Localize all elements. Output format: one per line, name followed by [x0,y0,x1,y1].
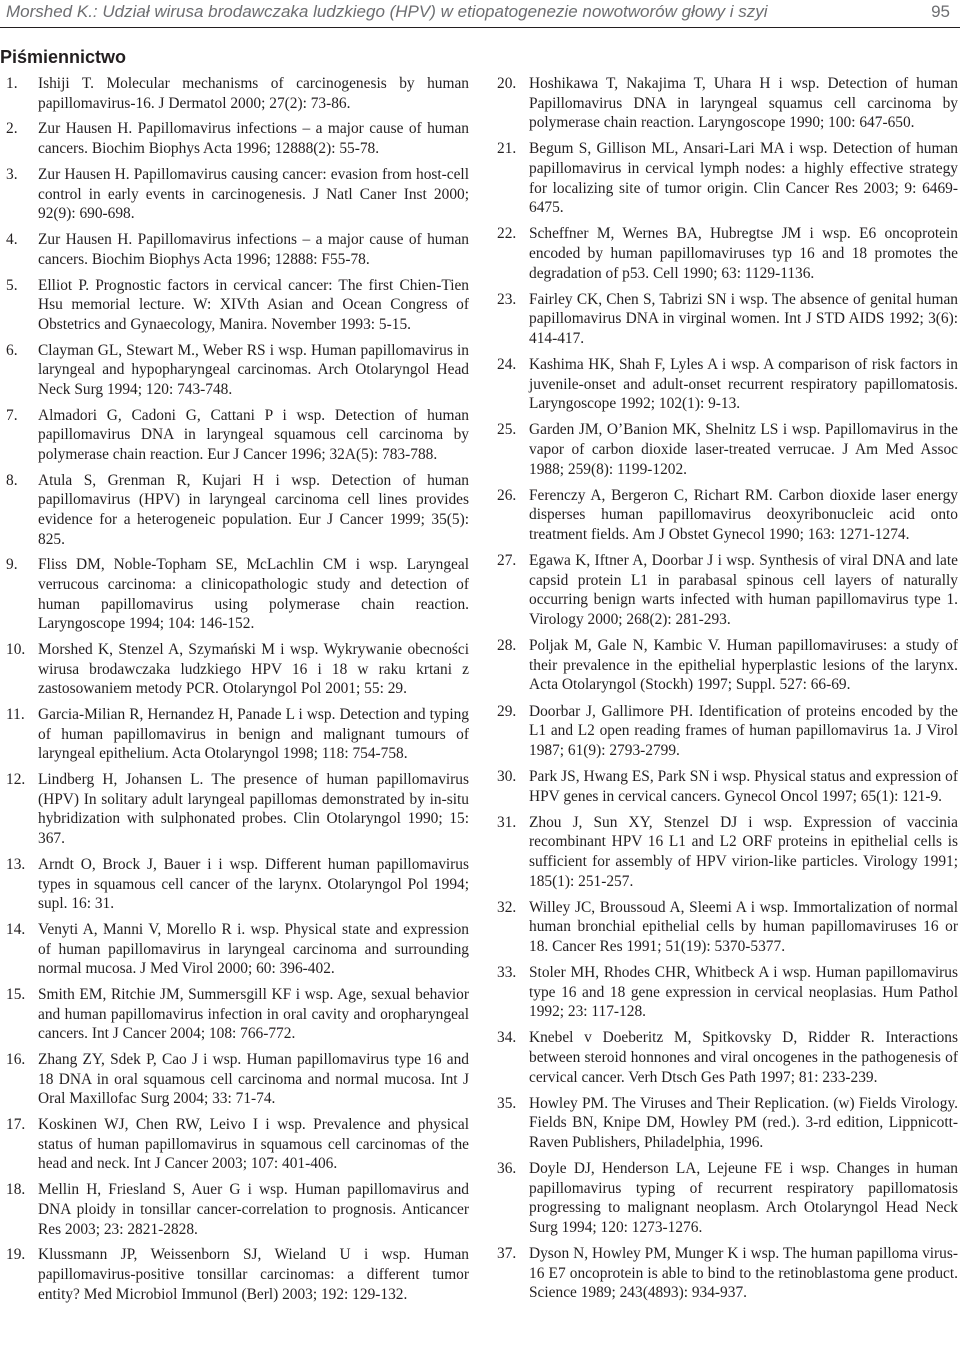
reference-number: 32. [497,898,517,916]
reference-text: Zur Hausen H. Papillomavirus infections – a major cause of human cancers. Biochim Biophys Acta 1996; 12888(2): 55-78. [38,120,469,158]
reference-item [6,230,469,269]
reference-number: 5. [6,276,18,294]
reference-item [6,119,469,158]
reference-item [497,290,958,349]
reference-number: 27. [497,552,517,570]
references-left-column [6,74,469,1310]
reference-text: Elliot P. Prognostic factors in cervical cancer: The first Chien-Tien Hsu memorial lecture. W: XIVth Asian and Ocean Congress of Obstetrics and Gynaecology, Manira. November 1993: 5-15. [38,276,469,333]
reference-text: Hoshikawa T, Nakajima T, Uhara H i wsp. Detection of human Papillomavirus DNA in laryngeal squamus cell carcinoma by polymerase chain reaction. Laryngoscope 1990; 100: 647-650. [529,75,958,132]
reference-text: Ishiji T. Molecular mechanisms of carcinogenesis by human papillomavirus-16. J Dermatol 2000; 27(2): 73-86. [38,75,469,112]
reference-text: Klussmann JP, Weissenborn SJ, Wieland U i wsp. Human papillomavirus-positive tonsillar carcinomas: a different tumor entity? Med Microbiol Immunol (Berl) 2003; 192: 129-132. [38,1246,469,1303]
reference-text: Poljak M, Gale N, Kambic V. Human papillomaviruses: a study of their prevalence in the epithelial hyperplastic lesions of the larynx. Acta Otolaryngol (Stockh) 1997; Suppl. 527: 66-69. [529,637,958,694]
reference-text: Almadori G, Cadoni G, Cattani P i wsp. Detection of human papillomavirus DNA in laryngeal squamous cell carcinoma by polymerase chain reaction. Eur J Cancer 1996; 32A(5): 783-788. [38,406,469,463]
reference-item [497,420,958,479]
reference-number: 35. [497,1094,517,1112]
reference-number: 16. [6,1051,26,1069]
reference-number: 26. [497,486,517,504]
references-right-column [497,74,958,1310]
reference-item [6,770,469,848]
reference-number: 36. [497,1160,517,1178]
reference-item [6,165,469,224]
reference-number: 7. [6,406,18,424]
reference-text: Begum S, Gillison ML, Ansari-Lari MA i wsp. Detection of human papillomavirus in cervical lymph nodes: a highly effective strategy for localizing site of tumor origin. Clin Cancer Res 2003; 9: 6469-6475. [529,140,958,217]
reference-number: 37. [497,1245,517,1263]
reference-item [6,920,469,979]
reference-text: Fliss DM, Noble-Topham SE, McLachlin CM i wsp. Laryngeal verrucous carcinoma: a clinicopathologic study and detection of human papillomavirus using polymerase chain reaction. Laryngoscope 1994; 104: 146-152. [38,556,469,633]
reference-number: 10. [6,641,26,659]
reference-text: Egawa K, Iftner A, Doorbar J i wsp. Synthesis of viral DNA and late capsid protein L1 in parabasal spinous cell layers of naturally occurring benign warts infected with human papillomavirus type 1. Virology 2000; 268(2): 281-293. [529,552,958,628]
reference-text: Zur Hausen H. Papillomavirus infections – a major cause of human cancers. Biochim Biophys Acta 1996; 12888: F55-78. [38,231,469,268]
reference-number: 29. [497,702,517,720]
reference-item [6,855,469,914]
reference-item [497,74,958,133]
reference-item [6,1115,469,1174]
reference-text: Willey JC, Broussoud A, Sleemi A i wsp. Immortalization of normal human bronchial epithelial cells by human papillomaviruses 16 or 18. Cancer Res 1991; 51(19): 5370-5377. [529,898,958,955]
reference-text: Ferenczy A, Bergeron C, Richart RM. Carbon dioxide laser energy disperses human papillomavirus deoxyribonucleic acid onto treatment fields. Am J Obstet Gynecol 1990; 163: 1271-1274. [529,486,958,544]
reference-text: Garden JM, O’Banion MK, Shelnitz LS i wsp. Papillomavirus in the vapor of carbon dioxide laser-treated verrucae. J Am Med Assoc 1988; 259(8): 1199-1202. [529,421,958,478]
reference-number: 17. [6,1116,26,1134]
reference-item [497,486,958,545]
reference-item [497,224,958,283]
reference-item [497,1159,958,1237]
reference-text: Zhou J, Sun XY, Stenzel DJ i wsp. Expression of vaccinia recombinant HPV 16 L1 and L2 ORF proteins in epithelial cells is sufficient for assembly of HPV virion-like particles. Virology 1991; 185(1): 251-257. [529,813,958,890]
reference-text: Scheffner M, Wernes BA, Hubregtse JM i wsp. E6 oncoprotein encoded by human papillomaviruses typ 16 and 18 promotes the degradation of p53. Cell 1990; 63: 1129-1136. [529,225,958,282]
reference-text: Stoler MH, Rhodes CHR, Whitbeck A i wsp. Human papillomavirus type 16 and 18 gene expression in cervical neoplasias. Hum Pathol 1992; 23: 117-128. [529,964,958,1021]
reference-text: Arndt O, Brock J, Bauer i i wsp. Different human papillomavirus types in squamous cell cancer of the larynx. Otolaryngol Pol 1994; supl. 16: 31. [38,855,469,913]
reference-item [497,636,958,695]
reference-number: 4. [6,231,18,249]
reference-text: Doyle DJ, Henderson LA, Lejeune FE i wsp. Changes in human papillomavirus typing of recurrent respiratory papillomatosis progressing to malignant neoplasm. Arch Otolaryngol Head Neck Surg 1994; 120: 1273-1276. [529,1160,958,1236]
reference-number: 25. [497,421,517,439]
reference-text: Morshed K, Stenzel A, Szymański M i wsp. Wykrywanie obecności wirusa brodawczaka ludzkiego HPV 16 i 18 w raku krtani z zastosowaniem metody PCR. Otolaryngol Pol 2001; 55: 29. [38,641,469,698]
running-head [0,0,960,28]
reference-text: Fairley CK, Chen S, Tabrizi SN i wsp. The absence of genital human papillomavirus DNA in virginal women. Int J STD AIDS 1992; 3(6): 414-417. [529,290,958,347]
reference-text: Clayman GL, Stewart M., Weber RS i wsp. Human papillomavirus in laryngeal and hypopharyngeal carcinomas. Arch Otolaryngol Head Neck Surg 1994; 120: 743-748. [38,341,469,398]
reference-item [6,640,469,699]
reference-item [6,985,469,1044]
reference-item [6,705,469,764]
reference-item [6,406,469,465]
reference-number: 14. [6,921,26,939]
reference-item [497,139,958,217]
reference-number: 18. [6,1181,26,1199]
reference-number: 12. [6,771,26,789]
reference-text: Venyti A, Manni V, Morello R i. wsp. Physical state and expression of human papillomavirus in laryngeal carcinoma and surrounding normal mucosa. J Med Virol 2000; 60: 396-402. [38,921,469,978]
reference-item [6,471,469,549]
reference-text: Smith EM, Ritchie JM, Summersgill KF i wsp. Age, sexual behavior and human papillomavirus infection in oral cavity and oropharyngeal cancers. Int J Cancer 2004; 108: 766-772. [38,986,469,1043]
reference-item [497,551,958,629]
reference-item [6,1050,469,1109]
reference-text: Zhang ZY, Sdek P, Cao J i wsp. Human papillomavirus type 16 and 18 DNA in oral squamous cell carcinoma and normal mucosa. Int J Oral Maxillofac Surg 2004; 33: 71-74. [38,1051,469,1108]
reference-item [497,813,958,891]
running-head-title: Morshed K.: Udział wirusa brodawczaka ludzkiego (HPV) w etiopatogenezie nowotworów głowy i szyi [6,2,768,21]
reference-item [6,555,469,633]
reference-text: Doorbar J, Gallimore PH. Identification of proteins encoded by the L1 and L2 open reading frames of human papillomavirus 1a. J Virol 1987; 61(9): 2793-2799. [529,702,958,759]
page-number: 95 [931,2,950,21]
reference-text: Mellin H, Friesland S, Auer G i wsp. Human papillomavirus and DNA ploidy in tonsillar cancer-correlation to prognosis. Anticancer Res 2003; 23: 2821-2828. [38,1181,469,1238]
reference-number: 20. [497,75,517,92]
reference-text: Zur Hausen H. Papillomavirus causing cancer: evasion from host-cell control in early events in carcinogenesis. J Natl Caner Inst 2000; 92(9): 690-698. [38,165,469,223]
reference-number: 22. [497,225,517,243]
reference-number: 3. [6,165,18,183]
reference-number: 28. [497,637,517,655]
reference-number: 23. [497,290,517,308]
reference-item [497,702,958,761]
reference-item [497,898,958,957]
reference-text: Garcia-Milian R, Hernandez H, Panade L i wsp. Detection and typing of human papillomavirus in benign and malignant tumours of laryngeal epithelium. Acta Otolaryngol 1998; 118: 754-758. [38,706,469,763]
reference-item [497,1094,958,1153]
reference-item [497,1028,958,1087]
reference-text: Howley PM. The Viruses and Their Replication. (w) Fields Virology. Fields BN, Knipe DM, Howley PM (red.). 3-rd edition, Lippnicott-Raven Publishers, Philadelphia, 1996. [529,1094,958,1151]
reference-item [6,1245,469,1304]
reference-text: Park JS, Hwang ES, Park SN i wsp. Physical status and expression of HPV genes in cervical cancers. Gynecol Oncol 1997; 65(1): 121-9. [529,767,958,805]
reference-number: 6. [6,341,18,359]
reference-number: 34. [497,1029,517,1047]
reference-number: 15. [6,986,26,1004]
reference-item [497,1244,958,1303]
reference-number: 24. [497,356,517,374]
header-rule [0,27,960,28]
reference-number: 33. [497,964,517,982]
reference-item [6,276,469,335]
reference-item [497,355,958,414]
reference-number: 8. [6,471,18,489]
reference-text: Atula S, Grenman R, Kujari H i wsp. Detection of human papillomavirus (HPV) in laryngeal carcinoma cell lines provides evidence for a heterogeneic population. Eur J Cancer 1999; 35(5): 825. [38,471,469,548]
section-heading: Piśmiennictwo [0,47,127,67]
reference-number: 19. [6,1246,26,1264]
reference-number: 2. [6,120,18,138]
reference-item [6,1180,469,1239]
reference-text: Kashima HK, Shah F, Lyles A i wsp. A comparison of risk factors in juvenile-onset and adult-onset recurrent respiratory papillomatosis. Laryngoscope 1992; 102(1): 9-13. [529,356,958,413]
reference-number: 9. [6,556,18,574]
reference-item [6,341,469,400]
reference-text: Dyson N, Howley PM, Munger K i wsp. The human papilloma virus-16 E7 oncoprotein is able to bind to the retinoblastoma gene product. Science 1989; 243(4893): 934-937. [529,1245,958,1302]
reference-text: Knebel v Doeberitz M, Spitkovsky D, Ridder R. Interactions between steroid honnones and viral oncogenes in the pathogenesis of cervical cancer. Verh Dtsch Ges Path 1997; 81: 233-239. [529,1029,958,1086]
reference-number: 21. [497,140,517,158]
reference-item [497,963,958,1022]
reference-item [497,767,958,806]
reference-text: Koskinen WJ, Chen RW, Leivo I i wsp. Prevalence and physical status of human papillomavirus in squamous cell carcinomas of the head and neck. Int J Cancer 2003; 107: 401-406. [38,1116,469,1173]
reference-item [6,74,469,113]
reference-number: 13. [6,855,26,873]
reference-number: 1. [6,75,18,92]
reference-number: 30. [497,767,517,785]
reference-number: 31. [497,813,517,831]
reference-text: Lindberg H, Johansen L. The presence of human papillomavirus (HPV) In solitary adult laryngeal papillomas demonstrated by in-situ hybridization with sulphonated probes. Clin Otolaryngol 1990; 15: 367. [38,771,469,848]
reference-number: 11. [6,706,25,724]
